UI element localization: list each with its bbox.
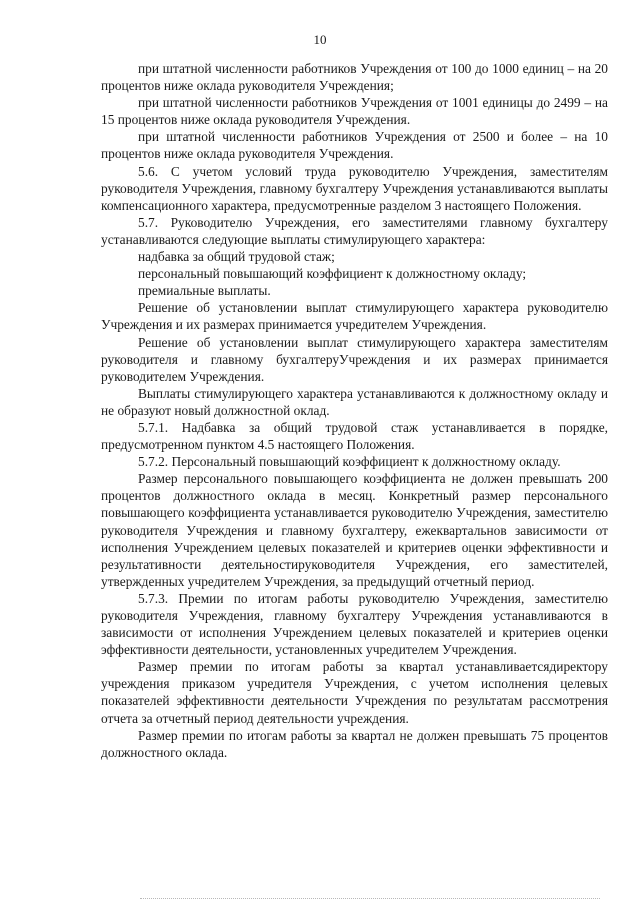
- paragraph-quarter-bonus-size: Размер премии по итогам работы за квартал устанавливаетсядиректору учреждения приказом учредителя Учреждения, с учетом исполнения целевых показателей эффективности деятельности Учреждения по результатам рассмотрения отчета за отчетный период деятельности учреждения.: [101, 659, 608, 726]
- document-body: [101, 60, 608, 761]
- paragraph-5-7-1: 5.7.1. Надбавка за общий трудовой стаж устанавливается в порядке, предусмотренном пунктом 4.5 настоящего Положения.: [101, 419, 608, 453]
- paragraph-payments-note: Выплаты стимулирующего характера устанавливаются к должностному окладу и не образуют новый должностной оклад.: [101, 385, 608, 418]
- paragraph-quarter-bonus-limit: Размер премии по итогам работы за квартал не должен превышать 75 процентов должностного оклада.: [101, 727, 608, 760]
- bottom-rule: [140, 898, 600, 899]
- paragraph-staff-2500-plus: при штатной численности работников Учреждения от 2500 и более – на 10 процентов ниже оклада руководителя Учреждения.: [101, 129, 608, 162]
- list-item-personal-coefficient: персональный повышающий коэффициент к должностному окладу;: [138, 266, 527, 282]
- paragraph-staff-1001-2499: при штатной численности работников Учреждения от 1001 единицы до 2499 – на 15 процентов ниже оклада руководителя Учреждения.: [101, 95, 608, 128]
- paragraph-decision-deputies: Решение об установлении выплат стимулирующего характера заместителям руководителя и главному бухгалтеруУчреждения и их размерах принимается руководителем Учреждения.: [101, 334, 608, 384]
- list-item-bonus-payments: премиальные выплаты.: [138, 283, 271, 299]
- list-item-seniority-bonus: надбавка за общий трудовой стаж;: [138, 249, 335, 265]
- paragraph-decision-head: Решение об установлении выплат стимулирующего характера руководителю Учреждения и их размерах принимается учредителем Учреждения.: [101, 300, 608, 333]
- paragraph-5-7: 5.7. Руководителю Учреждения, его заместителями главному бухгалтеру устанавливаются следующие выплаты стимулирующего характера:: [101, 214, 608, 247]
- paragraph-coefficient-size: Размер персонального повышающего коэффициента не должен превышать 200 процентов должностного оклада в месяц. Конкретный размер персонального повышающего коэффициента устанавливается руководителю Учреждения, заместителю руководителя Учреждения и главному бухгалтеру, ежеквартальнов зависимости от исполнения Учреждением целевых показателей и критериев оценки эффективности и результативности деятельностируководителя Учреждения, его заместителей, утвержденных учредителем Учреждения, за предыдущий отчетный период.: [101, 471, 608, 589]
- paragraph-staff-100-1000: при штатной численности работников Учреждения от 100 до 1000 единиц – на 20 процентов ниже оклада руководителя Учреждения;: [101, 61, 608, 94]
- paragraph-5-6: 5.6. С учетом условий труда руководителю Учреждения, заместителям руководителя Учреждения, главному бухгалтеру Учреждения устанавливаются выплаты компенсационного характера, предусмотренные разделом 3 настоящего Положения.: [101, 163, 608, 213]
- paragraph-5-7-2: 5.7.2. Персональный повышающий коэффициент к должностному окладу.: [138, 454, 561, 470]
- paragraph-5-7-3: 5.7.3. Премии по итогам работы руководителю Учреждения, заместителю руководителя Учреждения, главному бухгалтеру Учреждения устанавливаются в зависимости от исполнения Учреждением целевых показателей и критериев оценки эффективности деятельности, установленных учредителем Учреждения.: [101, 590, 608, 658]
- page-number: 10: [313, 32, 327, 47]
